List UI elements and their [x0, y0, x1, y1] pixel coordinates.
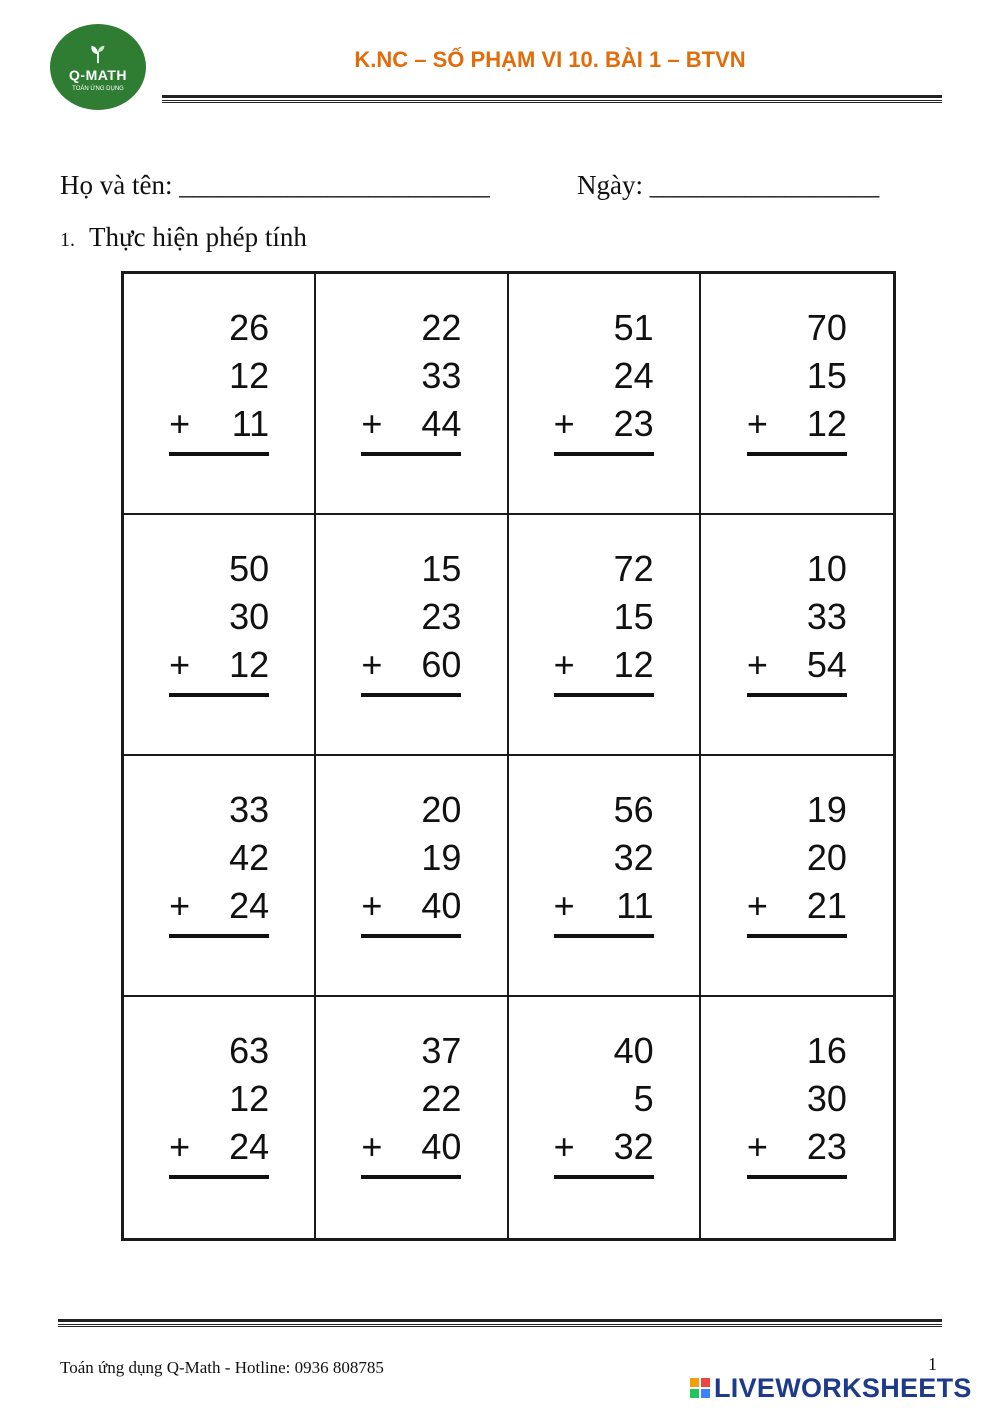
answer-line[interactable] [169, 1175, 269, 1179]
date-field-label: Ngày: _________________ [577, 170, 880, 200]
addend-3-row [169, 1123, 269, 1171]
plus-sign: + [746, 1126, 768, 1167]
addend-3-row [554, 1123, 654, 1171]
plant-icon [87, 43, 109, 65]
page-number: 1 [928, 1354, 937, 1374]
addend-1: 22 [421, 307, 462, 348]
header-divider [162, 95, 942, 103]
problem-cell [509, 274, 701, 515]
addend-3-row [361, 641, 461, 689]
plus-sign: + [746, 644, 768, 685]
plus-sign: + [361, 885, 383, 926]
addend-2: 15 [613, 596, 654, 637]
problem-cell [316, 274, 508, 515]
addition-problem [554, 545, 654, 697]
addend-3: 44 [421, 403, 462, 444]
footer-text: Toán ứng dụng Q-Math - Hotline: 0936 808785 [60, 1358, 384, 1377]
problem-cell [509, 997, 701, 1238]
answer-line[interactable] [169, 452, 269, 456]
answer-line[interactable] [747, 693, 847, 697]
addition-problem [361, 786, 461, 938]
plus-sign: + [361, 644, 383, 685]
addend-1: 70 [806, 307, 847, 348]
addend-3: 23 [806, 1126, 847, 1167]
exercise-instruction: Thực hiện phép tính [89, 222, 307, 252]
addition-problem [554, 1027, 654, 1179]
addition-problem [747, 304, 847, 456]
student-info-row [60, 170, 940, 201]
addend-3-row [554, 641, 654, 689]
plus-sign: + [553, 1126, 575, 1167]
addend-1: 56 [613, 789, 654, 830]
logo-brand: Q-MATH [69, 66, 127, 83]
addition-problem [747, 545, 847, 697]
page-title: K.NC – SỐ PHẠM VI 10. BÀI 1 – BTVN [354, 47, 746, 72]
plus-sign: + [361, 1126, 383, 1167]
addend-2: 12 [229, 1078, 270, 1119]
plus-sign: + [361, 403, 383, 444]
plus-sign: + [746, 885, 768, 926]
addend-2: 32 [613, 837, 654, 878]
problem-cell [509, 756, 701, 997]
problem-cell [124, 515, 316, 756]
exercise-heading [60, 222, 307, 253]
addend-3: 40 [421, 1126, 462, 1167]
problem-cell [316, 756, 508, 997]
addend-1: 33 [229, 789, 270, 830]
plus-sign: + [746, 403, 768, 444]
name-field-label: Họ và tên: _______________________ [60, 170, 490, 200]
addend-2: 30 [806, 1078, 847, 1119]
problem-cell [124, 997, 316, 1238]
addition-problem [747, 786, 847, 938]
problem-cell [701, 756, 893, 997]
answer-line[interactable] [747, 934, 847, 938]
addend-3: 11 [231, 403, 270, 444]
plus-sign: + [169, 644, 191, 685]
addition-problem [169, 786, 269, 938]
addition-problem [361, 545, 461, 697]
problem-cell [701, 515, 893, 756]
addend-3: 24 [229, 1126, 270, 1167]
addend-1: 15 [421, 548, 462, 589]
addend-2: 22 [421, 1078, 462, 1119]
addend-3-row [554, 400, 654, 448]
addend-1: 63 [229, 1030, 270, 1071]
addend-2: 33 [806, 596, 847, 637]
addend-1: 26 [229, 307, 270, 348]
addend-3: 24 [229, 885, 270, 926]
addend-3: 60 [421, 644, 462, 685]
problem-cell [316, 997, 508, 1238]
addition-problem [361, 304, 461, 456]
problem-grid [121, 271, 896, 1241]
addend-3-row [361, 882, 461, 930]
problem-cell [701, 274, 893, 515]
addition-problem [554, 786, 654, 938]
addend-1: 37 [421, 1030, 462, 1071]
addend-3: 12 [613, 644, 654, 685]
plus-sign: + [553, 644, 575, 685]
addend-3: 32 [613, 1126, 654, 1167]
answer-line[interactable] [361, 934, 461, 938]
addend-3: 21 [806, 885, 847, 926]
exercise-number: 1. [60, 229, 75, 251]
addend-2: 33 [421, 355, 462, 396]
addend-1: 51 [613, 307, 654, 348]
addend-3-row [747, 641, 847, 689]
addend-3-row [169, 400, 269, 448]
qmath-logo [50, 24, 146, 110]
addend-3-row [747, 1123, 847, 1171]
addend-2: 19 [421, 837, 462, 878]
addend-1: 40 [613, 1030, 654, 1071]
footer-divider [58, 1319, 942, 1327]
plus-sign: + [169, 1126, 191, 1167]
addend-1: 19 [806, 789, 847, 830]
problem-cell [124, 756, 316, 997]
watermark-text: LIVEWORKSHEETS [714, 1372, 972, 1403]
addend-3: 12 [806, 403, 847, 444]
addend-1: 50 [229, 548, 270, 589]
addend-2: 20 [806, 837, 847, 878]
addend-3-row [747, 882, 847, 930]
addend-1: 20 [421, 789, 462, 830]
addend-3-row [554, 882, 654, 930]
addend-3-row [169, 641, 269, 689]
addition-problem [747, 1027, 847, 1179]
addend-3: 40 [421, 885, 462, 926]
problem-cell [701, 997, 893, 1238]
addend-3: 54 [806, 644, 847, 685]
answer-line[interactable] [747, 452, 847, 456]
addend-2: 30 [229, 596, 270, 637]
answer-line[interactable] [361, 452, 461, 456]
answer-line[interactable] [169, 693, 269, 697]
answer-line[interactable] [554, 934, 654, 938]
problem-cell [509, 515, 701, 756]
addend-2: 15 [806, 355, 847, 396]
addend-3-row [169, 882, 269, 930]
answer-line[interactable] [554, 1175, 654, 1179]
answer-line[interactable] [169, 934, 269, 938]
addend-1: 16 [806, 1030, 847, 1071]
plus-sign: + [553, 885, 575, 926]
plus-sign: + [169, 885, 191, 926]
addend-1: 10 [806, 548, 847, 589]
addition-problem [169, 1027, 269, 1179]
plus-sign: + [553, 403, 575, 444]
addend-3: 12 [229, 644, 270, 685]
problem-cell [316, 515, 508, 756]
addend-3: 23 [613, 403, 654, 444]
addition-problem [361, 1027, 461, 1179]
addition-problem [169, 545, 269, 697]
liveworksheets-logo-icon [690, 1378, 710, 1398]
logo-tagline: TOÁN ỨNG DỤNG [72, 85, 124, 92]
addition-problem [554, 304, 654, 456]
addend-2: 42 [229, 837, 270, 878]
problem-cell [124, 274, 316, 515]
addend-2: 12 [229, 355, 270, 396]
addend-3: 11 [616, 885, 654, 926]
answer-line[interactable] [554, 693, 654, 697]
addition-problem [169, 304, 269, 456]
addend-2: 5 [633, 1078, 654, 1119]
answer-line[interactable] [361, 1175, 461, 1179]
answer-line[interactable] [747, 1175, 847, 1179]
addend-3-row [747, 400, 847, 448]
answer-line[interactable] [554, 452, 654, 456]
plus-sign: + [169, 403, 191, 444]
addend-3-row [361, 400, 461, 448]
addend-1: 72 [613, 548, 654, 589]
answer-line[interactable] [361, 693, 461, 697]
liveworksheets-watermark [690, 1373, 972, 1403]
addend-2: 23 [421, 596, 462, 637]
addend-3-row [361, 1123, 461, 1171]
addend-2: 24 [613, 355, 654, 396]
